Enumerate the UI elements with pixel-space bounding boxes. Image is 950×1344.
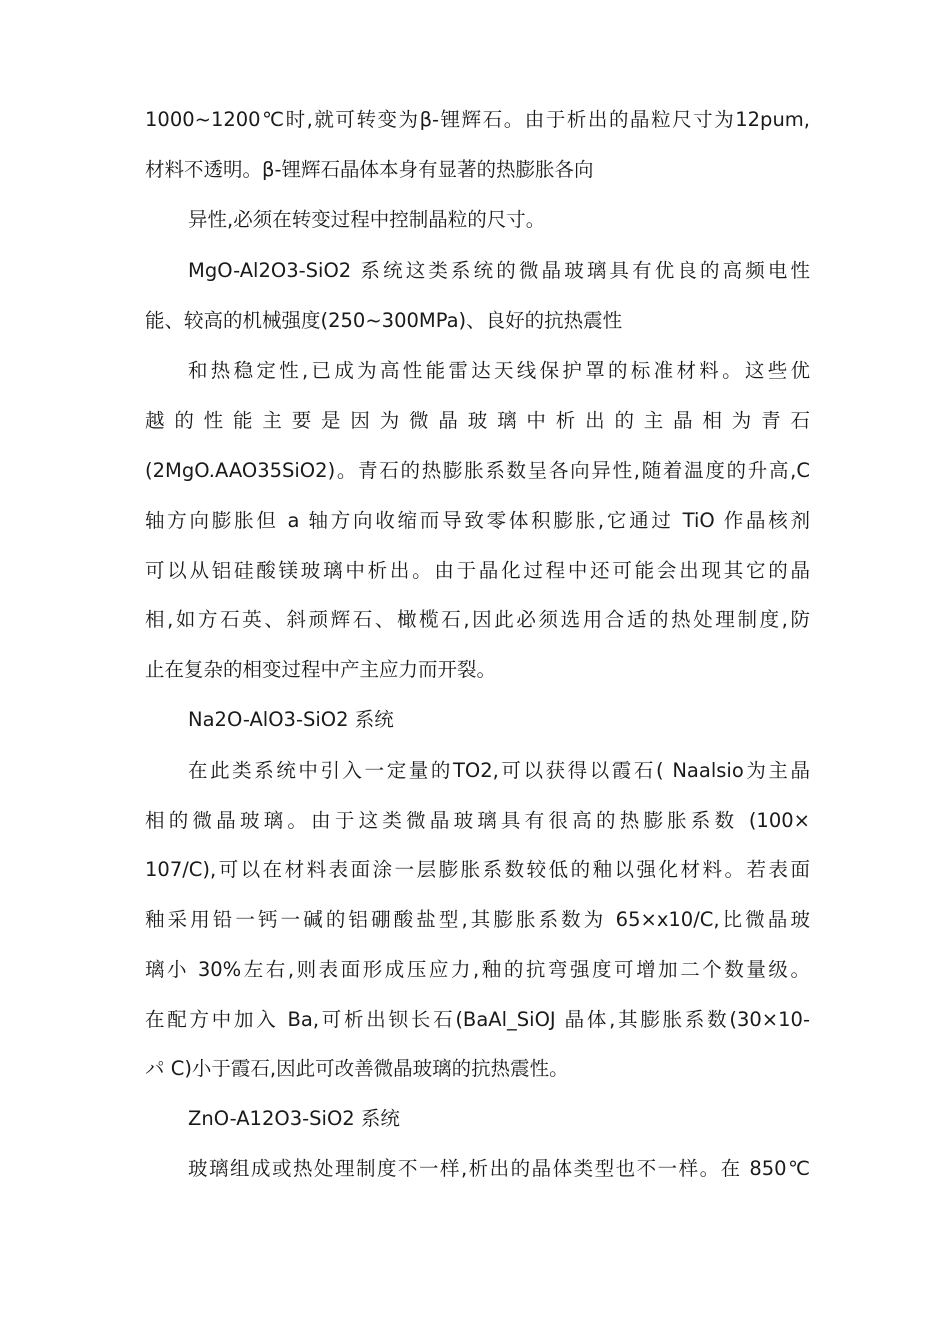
text-line-19: 在配方中加入 Ba,可析出钡长石(BaAl_SiOJ 晶体,其膨胀系数(30×10- — [145, 1008, 810, 1031]
text-line-16: 107/C),可以在材料表面涂一层膨胀系数较低的釉以强化材料。若表面 — [145, 858, 810, 881]
text-line-18: 璃小 30%左右,则表面形成压应力,釉的抗弯强度可增加二个数量级。 — [145, 958, 810, 981]
text-line-11: 相,如方石英、斜顽辉石、橄榄石,因此必须选用合适的热处理制度,防 — [145, 608, 810, 631]
text-line-7: 越的性能主要是因为微晶玻璃中析出的主晶相为青石 — [145, 409, 810, 432]
text-line-10: 可以从铝硅酸镁玻璃中析出。由于晶化过程中还可能会出现其它的晶 — [145, 559, 810, 582]
text-line-12: 止在复杂的相变过程中产主应力而开裂。 — [145, 658, 497, 681]
text-line-3: 异性,必须在转变过程中控制晶粒的尺寸。 — [188, 208, 546, 231]
text-line-22: 玻璃组成或热处理制度不一样,析出的晶体类型也不一样。在 850℃ — [188, 1157, 810, 1180]
section-heading-zno: ZnO-A12O3-SiO2 系统 — [188, 1107, 400, 1130]
text-line-9: 轴方向膨胀但 a 轴方向收缩而导致零体积膨胀,它通过 TiO 作晶核剂 — [145, 509, 810, 532]
text-line-8: (2MgO.AAO35SiO2)。青石的热膨胀系数呈各向异性,随着温度的升高,C — [145, 459, 810, 482]
text-line-14: 在此类系统中引入一定量的TO2,可以获得以霞石( Naalsio为主晶 — [188, 759, 810, 782]
text-line-1: 1000~1200℃时,就可转变为β-锂辉石。由于析出的晶粒尺寸为12pum, — [145, 108, 810, 131]
text-line-17: 釉采用铅一钙一碱的铝硼酸盐型,其膨胀系数为 65×x10/C,比微晶玻 — [145, 908, 810, 931]
text-line-6: 和热稳定性,已成为高性能雷达天线保护罩的标准材料。这些优 — [188, 359, 810, 382]
text-line-5: 能、较高的机械强度(250~300MPa)、良好的抗热震性 — [145, 309, 623, 332]
text-line-15: 相的微晶玻璃。由于这类微晶玻璃具有很高的热膨胀系数 (100× — [145, 809, 810, 832]
text-line-4: MgO-Al2O3-SiO2 系统这类系统的微晶玻璃具有优良的高频电性 — [188, 259, 810, 282]
text-line-20: パ C)小于霞石,因此可改善微晶玻璃的抗热震性。 — [145, 1057, 569, 1080]
text-line-2: 材料不透明。β-锂辉石晶体本身有显著的热膨胀各向 — [145, 158, 594, 181]
section-heading-na2o: Na2O-AlO3-SiO2 系统 — [188, 708, 394, 731]
